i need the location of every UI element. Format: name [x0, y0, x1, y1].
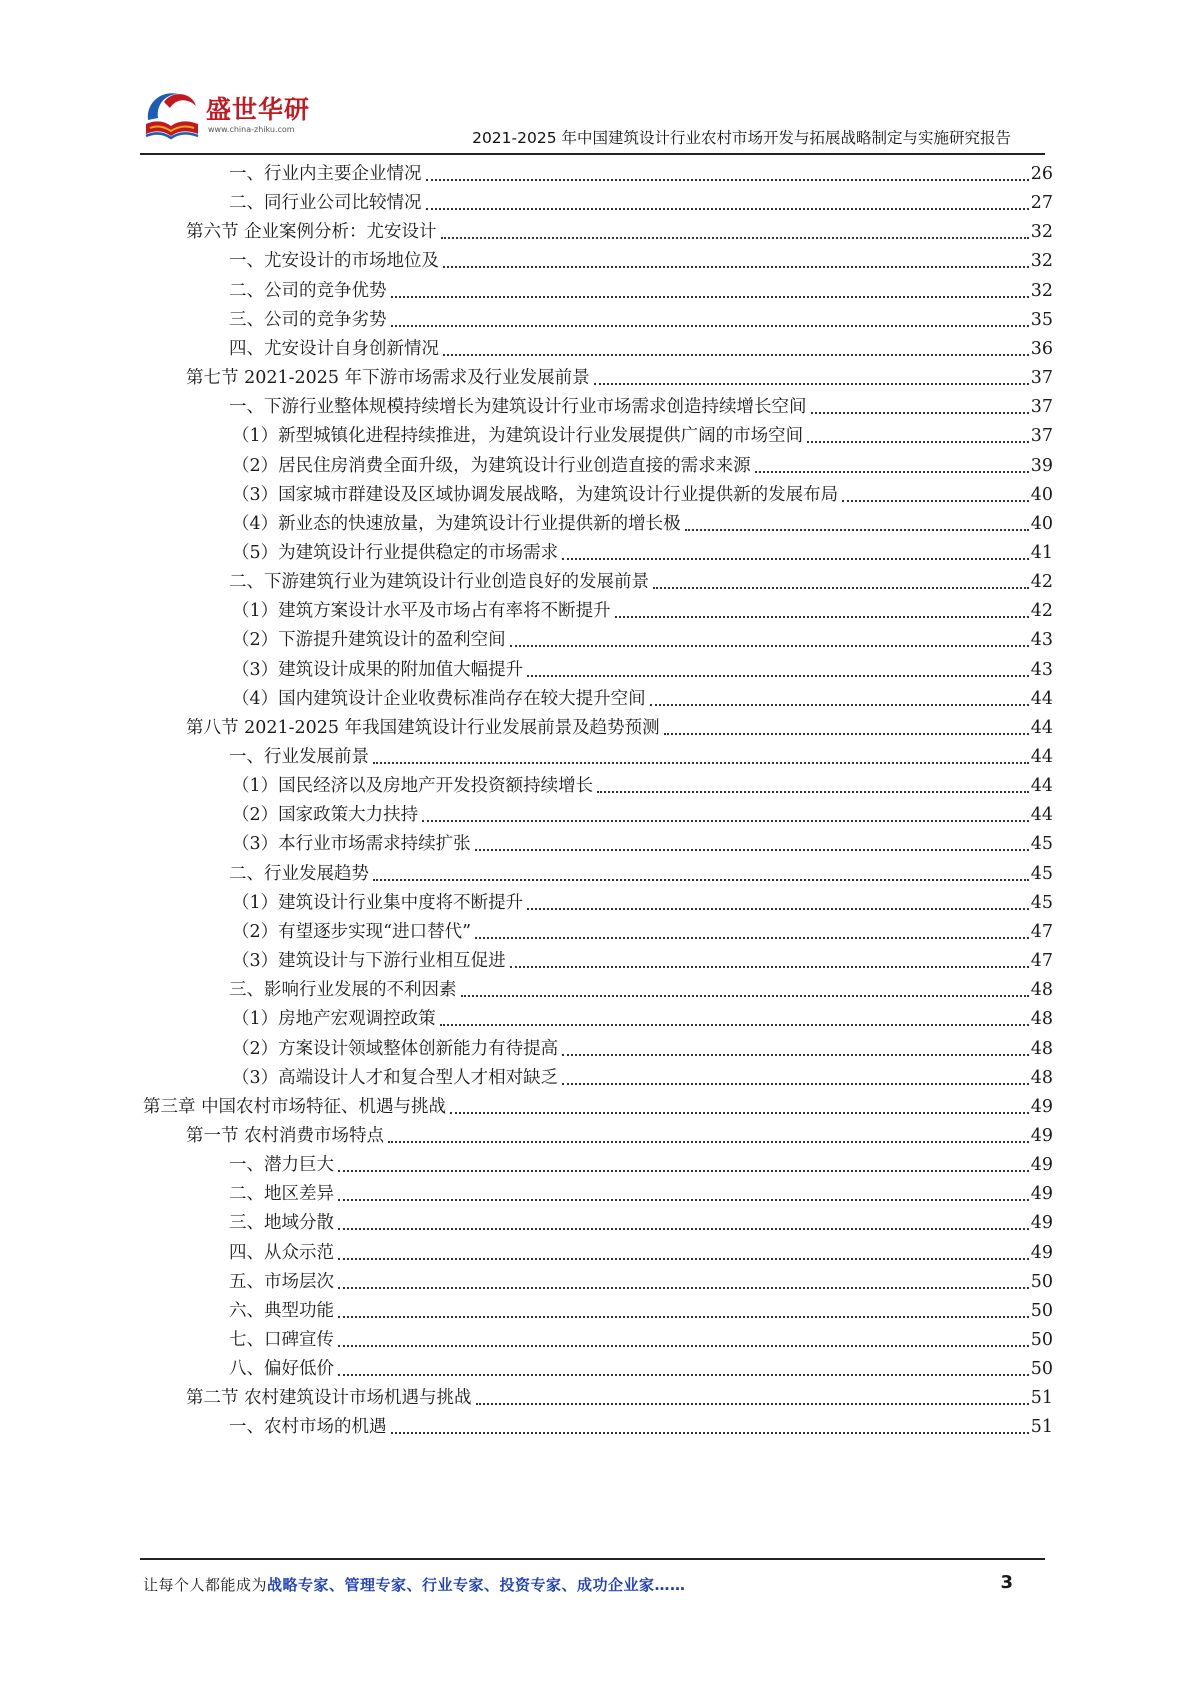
toc-entry-title: 七、口碑宣传 [229, 1330, 334, 1350]
toc-entry[interactable] [232, 480, 1053, 510]
toc-entry[interactable] [232, 421, 1053, 451]
toc-entry[interactable] [232, 917, 1053, 947]
toc-entry[interactable] [232, 596, 1053, 626]
toc-entry-title: 二、行业发展趋势 [229, 863, 369, 884]
toc-leader-dots [391, 296, 1029, 298]
toc-entry[interactable] [232, 451, 1053, 481]
toc-entry-page: 42 [1030, 601, 1053, 622]
toc-leader-dots [373, 879, 1029, 881]
toc-leader-dots [422, 820, 1029, 822]
toc-leader-dots [650, 704, 1029, 706]
toc-entry[interactable] [229, 1179, 1053, 1209]
toc-leader-dots [391, 1432, 1029, 1434]
toc-leader-dots [597, 791, 1029, 793]
toc-entry-title: 三、地域分散 [229, 1213, 334, 1234]
toc-entry[interactable] [229, 305, 1053, 335]
toc-leader-dots [461, 995, 1029, 997]
toc-entry[interactable] [229, 246, 1053, 276]
toc-entry-page: 37 [1030, 426, 1053, 447]
toc-leader-dots [562, 558, 1029, 560]
toc-leader-dots [685, 529, 1029, 531]
toc-entry-page: 48 [1030, 1009, 1053, 1030]
toc-entry-page: 37 [1030, 397, 1053, 418]
toc-leader-dots [338, 1258, 1029, 1260]
toc-entry-title: 五、市场层次 [229, 1271, 334, 1292]
toc-entry[interactable] [232, 625, 1053, 655]
toc-leader-dots [338, 1316, 1029, 1318]
toc-entry-title: （2）方案设计领域整体创新能力有待提高 [232, 1038, 559, 1059]
toc-leader-dots [440, 1024, 1029, 1026]
footer-divider [140, 1558, 1045, 1560]
toc-leader-dots [338, 1170, 1029, 1172]
toc-leader-dots [562, 1054, 1029, 1056]
toc-entry[interactable] [232, 888, 1053, 918]
header-divider [140, 153, 1045, 155]
toc-entry-title: 一、行业发展前景 [229, 747, 369, 767]
toc-entry-page: 49 [1030, 1096, 1053, 1117]
toc-entry-page: 47 [1030, 921, 1053, 942]
toc-leader-dots [450, 1112, 1029, 1114]
toc-entry[interactable] [186, 217, 1053, 247]
toc-entry-page: 48 [1030, 980, 1053, 1001]
toc-entry-title: （2）有望逐步实现“进口替代” [232, 921, 472, 942]
toc-entry-title: （3）建筑设计成果的附加值大幅提升 [232, 659, 524, 680]
toc-entry[interactable] [232, 684, 1053, 714]
toc-entry[interactable] [229, 392, 1053, 422]
toc-leader-dots [807, 441, 1029, 443]
toc-entry-title: 二、同行业公司比较情况 [229, 193, 422, 214]
toc-entry-page: 49 [1030, 1184, 1053, 1205]
toc-leader-dots [755, 471, 1029, 473]
toc-entry-title: 第八节 2021-2025 年我国建筑设计行业发展前景及趋势预测 [186, 717, 660, 738]
toc-entry[interactable] [143, 1092, 1053, 1122]
toc-entry[interactable] [229, 334, 1053, 364]
toc-entry[interactable] [232, 655, 1053, 685]
toc-entry-title: 第六节 企业案例分析：尤安设计 [186, 222, 437, 243]
toc-leader-dots [426, 208, 1029, 210]
toc-leader-dots [527, 908, 1029, 910]
toc-entry-title: 第三章 中国农村市场特征、机遇与挑战 [143, 1096, 447, 1117]
toc-entry-title: 一、行业内主要企业情况 [229, 164, 422, 184]
toc-leader-dots [594, 383, 1029, 385]
toc-entry-title: 二、地区差异 [229, 1184, 334, 1205]
toc-entry-title: 四、从众示范 [229, 1242, 334, 1263]
toc-entry-page: 45 [1030, 863, 1053, 884]
toc-entry[interactable] [232, 946, 1053, 976]
toc-entry-title: 八、偏好低价 [229, 1359, 334, 1380]
toc-entry-page: 40 [1030, 513, 1053, 534]
toc-entry-page: 37 [1030, 368, 1053, 389]
logo-name: 盛世华研 [206, 95, 311, 124]
toc-leader-dots [842, 500, 1029, 502]
toc-entry-page: 39 [1030, 455, 1053, 476]
toc-entry-page: 32 [1030, 280, 1053, 301]
toc-entry-page: 32 [1030, 222, 1053, 243]
toc-leader-dots [476, 1403, 1029, 1405]
toc-leader-dots [510, 966, 1029, 968]
toc-entry-page: 45 [1030, 892, 1053, 913]
toc-entry[interactable] [232, 1004, 1053, 1034]
toc-entry-page: 47 [1030, 951, 1053, 972]
toc-entry-title: （1）建筑方案设计水平及市场占有率将不断提升 [232, 601, 611, 622]
toc-entry-title: 一、农村市场的机遇 [229, 1417, 387, 1438]
toc-entry-page: 43 [1030, 659, 1053, 680]
toc-entry[interactable] [229, 1150, 1053, 1180]
toc-entry-page: 44 [1030, 805, 1053, 826]
company-logo [140, 84, 320, 146]
toc-entry[interactable] [229, 1238, 1053, 1268]
toc-entry[interactable] [229, 1325, 1053, 1355]
toc-leader-dots [562, 1083, 1029, 1085]
toc-entry-title: 四、尤安设计自身创新情况 [229, 338, 439, 359]
toc-leader-dots [443, 266, 1029, 268]
toc-entry-page: 50 [1030, 1271, 1053, 1292]
toc-entry[interactable] [229, 159, 1053, 189]
toc-entry-page: 48 [1030, 1038, 1053, 1059]
toc-entry-title: （1）建筑设计行业集中度将不断提升 [232, 892, 524, 913]
toc-entry-page: 44 [1030, 688, 1053, 709]
toc-entry-page: 50 [1030, 1330, 1053, 1350]
toc-entry[interactable] [229, 859, 1053, 889]
toc-leader-dots [426, 179, 1029, 181]
toc-entry-title: （2）居民住房消费全面升级，为建筑设计行业创造直接的需求来源 [232, 455, 751, 476]
toc-entry-title: 第七节 2021-2025 年下游市场需求及行业发展前景 [186, 368, 590, 389]
toc-entry-title: 六、典型功能 [229, 1300, 334, 1321]
toc-entry[interactable] [186, 1121, 1053, 1151]
toc-entry[interactable] [229, 1208, 1053, 1238]
footer-slogan [143, 1574, 686, 1595]
slogan-lead: 让每个人都能成为 [143, 1576, 268, 1594]
toc-entry-page: 41 [1030, 542, 1053, 563]
toc-entry-page: 49 [1030, 1155, 1053, 1176]
toc-entry[interactable] [229, 975, 1053, 1005]
toc-leader-dots [475, 937, 1029, 939]
toc-entry-page: 40 [1030, 484, 1053, 505]
toc-entry-page: 43 [1030, 630, 1053, 651]
toc-entry-page: 44 [1030, 717, 1053, 738]
toc-entry-page: 51 [1030, 1417, 1053, 1438]
toc-entry-page: 32 [1030, 251, 1053, 272]
toc-entry-page: 49 [1030, 1242, 1053, 1263]
toc-entry-page: 50 [1030, 1300, 1053, 1321]
toc-entry[interactable] [229, 567, 1053, 597]
toc-entry-title: 一、下游行业整体规模持续增长为建筑设计行业市场需求创造持续增长空间 [229, 397, 807, 418]
toc-entry[interactable] [186, 1383, 1053, 1413]
toc-entry-page: 49 [1030, 1125, 1053, 1146]
logo-url: www.china-zhiku.com [208, 125, 295, 134]
toc-entry-title: 三、公司的竞争劣势 [229, 309, 387, 330]
toc-entry-title: （4）国内建筑设计企业收费标准尚存在较大提升空间 [232, 688, 646, 709]
toc-entry[interactable] [232, 829, 1053, 859]
toc-entry-title: （2）国家政策大力扶持 [232, 805, 419, 826]
toc-leader-dots [475, 849, 1029, 851]
toc-entry[interactable] [229, 1296, 1053, 1326]
toc-leader-dots [338, 1228, 1029, 1230]
toc-entry-title: （3）国家城市群建设及区域协调发展战略，为建筑设计行业提供新的发展布局 [232, 484, 839, 505]
toc-entry-title: 一、潜力巨大 [229, 1155, 334, 1176]
toc-entry-page: 44 [1030, 776, 1053, 797]
toc-entry[interactable] [229, 276, 1053, 306]
toc-entry-title: （3）高端设计人才和复合型人才相对缺乏 [232, 1067, 559, 1088]
toc-leader-dots [653, 587, 1029, 589]
toc-entry-title: 第二节 农村建筑设计市场机遇与挑战 [186, 1388, 472, 1409]
toc-entry-title: 二、公司的竞争优势 [229, 280, 387, 301]
toc-entry-page: 36 [1030, 338, 1053, 359]
toc-entry-title: （2）下游提升建筑设计的盈利空间 [232, 630, 506, 651]
slogan-roles: 战略专家、管理专家、行业专家、投资专家、成功企业家…… [267, 1576, 686, 1594]
toc-leader-dots [664, 733, 1029, 735]
toc-entry-title: （4）新业态的快速放量，为建筑设计行业提供新的增长极 [232, 513, 681, 534]
toc-entry[interactable] [232, 800, 1053, 830]
toc-entry-title: （1）新型城镇化进程持续推进，为建筑设计行业发展提供广阔的市场空间 [232, 426, 804, 447]
toc-entry-page: 50 [1030, 1359, 1053, 1380]
toc-entry-page: 35 [1030, 309, 1053, 330]
toc-entry[interactable] [232, 509, 1053, 539]
toc-leader-dots [338, 1374, 1029, 1376]
toc-entry[interactable] [232, 1063, 1053, 1093]
report-title: 2021-2025 年中国建筑设计行业农村市场开发与拓展战略制定与实施研究报告 [472, 129, 1011, 147]
toc-entry-title: （1）国民经济以及房地产开发投资额持续增长 [232, 776, 594, 797]
toc-leader-dots [510, 645, 1029, 647]
toc-entry-page: 49 [1030, 1213, 1053, 1234]
toc-entry-page: 42 [1030, 572, 1053, 593]
toc-entry-page: 51 [1030, 1388, 1053, 1409]
toc-leader-dots [373, 762, 1029, 764]
toc-entry[interactable] [186, 713, 1053, 743]
toc-entry-page: 26 [1030, 164, 1053, 184]
toc-entry[interactable] [229, 1354, 1053, 1384]
toc-entry[interactable] [232, 538, 1053, 568]
toc-entry-title: 三、影响行业发展的不利因素 [229, 980, 457, 1001]
toc-leader-dots [391, 325, 1029, 327]
toc-entry-page: 44 [1030, 747, 1053, 767]
toc-leader-dots [441, 237, 1029, 239]
toc-entry[interactable] [229, 1267, 1053, 1297]
toc-entry-title: 二、下游建筑行业为建筑设计行业创造良好的发展前景 [229, 572, 649, 593]
toc-entry[interactable] [229, 188, 1053, 218]
toc-entry[interactable] [232, 771, 1053, 801]
toc-leader-dots [338, 1345, 1029, 1347]
book-swirl-logo-icon [140, 84, 202, 146]
toc-leader-dots [388, 1141, 1029, 1143]
toc-entry[interactable] [232, 1034, 1053, 1064]
page-number: 3 [1000, 1572, 1013, 1593]
toc-entry-title: 第一节 农村消费市场特点 [186, 1125, 385, 1146]
toc-leader-dots [338, 1287, 1029, 1289]
toc-entry-title: （5）为建筑设计行业提供稳定的市场需求 [232, 542, 559, 563]
toc-entry[interactable] [186, 363, 1053, 393]
toc-entry[interactable] [229, 742, 1053, 772]
toc-entry-page: 27 [1030, 193, 1053, 214]
toc-entry-page: 45 [1030, 834, 1053, 855]
toc-leader-dots [527, 675, 1029, 677]
toc-entry-page: 48 [1030, 1067, 1053, 1088]
toc-entry[interactable] [229, 1412, 1053, 1442]
toc-leader-dots [811, 412, 1029, 414]
toc-leader-dots [338, 1199, 1029, 1201]
toc-entry-title: （1）房地产宏观调控政策 [232, 1009, 436, 1030]
toc-entry-title: 一、尤安设计的市场地位及 [229, 251, 439, 272]
toc-leader-dots [443, 354, 1029, 356]
toc-entry-title: （3）本行业市场需求持续扩张 [232, 834, 471, 855]
toc-entry-title: （3）建筑设计与下游行业相互促进 [232, 951, 506, 972]
toc-leader-dots [615, 616, 1029, 618]
